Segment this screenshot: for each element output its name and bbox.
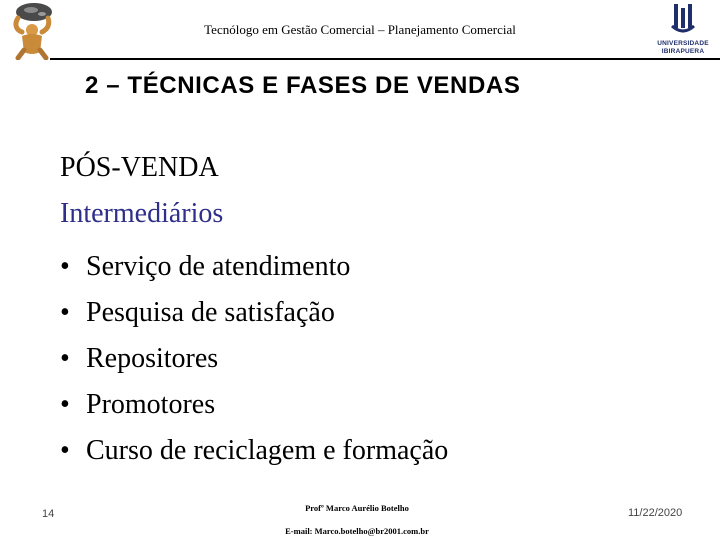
university-emblem-icon	[670, 2, 696, 36]
university-logo	[648, 2, 718, 58]
subheading: Intermediários	[60, 198, 224, 229]
course-title: Tecnólogo em Gestão Comercial – Planejamento Comercial	[204, 22, 516, 37]
bullet-text: Pesquisa de satisfação	[86, 297, 335, 328]
list-item	[60, 244, 448, 290]
bullet-text: Repositores	[86, 343, 219, 374]
bullet-text: Curso de reciclagem e formação	[86, 435, 449, 466]
list-item	[60, 336, 448, 382]
slide-number: 14	[42, 508, 55, 520]
header-divider	[50, 58, 720, 60]
section-heading: PÓS-VENDA	[60, 152, 219, 183]
slide-title: 2 – TÉCNICAS E FASES DE VENDAS	[85, 72, 521, 99]
bullet-text: Promotores	[86, 389, 216, 420]
footer-date: 11/22/2020	[628, 507, 683, 519]
list-item	[60, 290, 448, 336]
university-name: UNIVERSIDADE IBIRAPUERA	[657, 40, 709, 55]
bullet-symbol: •	[60, 435, 70, 466]
footer-email: E-mail: Marco.botelho@br2001.com.br	[285, 526, 429, 536]
list-item	[60, 382, 448, 428]
list-item	[60, 428, 448, 474]
bullet-list	[60, 244, 448, 474]
bullet-symbol: •	[60, 251, 70, 282]
bullet-symbol: •	[60, 297, 70, 328]
bullet-symbol: •	[60, 389, 70, 420]
footer-author: Profº Marco Aurélio Botelho	[305, 503, 409, 513]
bullet-symbol: •	[60, 343, 70, 374]
bullet-text: Serviço de atendimento	[86, 251, 351, 282]
